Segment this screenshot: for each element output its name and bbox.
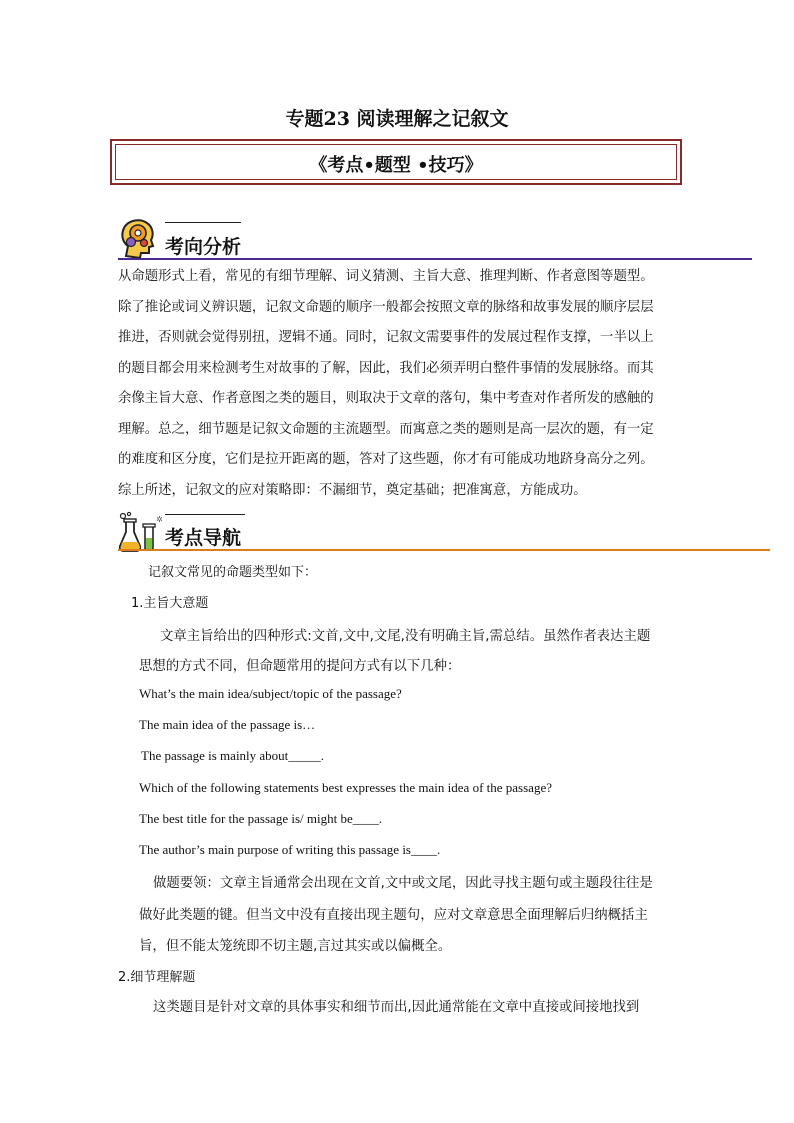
section1-top-line bbox=[165, 222, 241, 223]
section2-top-line bbox=[165, 514, 245, 515]
section2-heading: 考点导航 bbox=[165, 527, 242, 549]
subtitle: 《考点•题型 •技巧》 bbox=[309, 155, 483, 176]
item1-tips-line: 旨，但不能太笼统即不切主题,言过其实或以偏概全。 bbox=[139, 939, 452, 954]
document-title: 专题23 阅读理解之记叙文 bbox=[285, 108, 509, 130]
question-example: The main idea of the passage is… bbox=[139, 717, 316, 732]
paragraph-line: 除了推论或词义辨识题，记叙文命题的顺序一般都会按照文章的脉络和故事发展的顺序层层 bbox=[118, 299, 654, 315]
item1-desc-line: 思想的方式不同，但命题常用的提问方式有以下几种： bbox=[139, 659, 461, 674]
question-example: The best title for the passage is/ might be____. bbox=[139, 811, 382, 826]
svg-text:✲: ✲ bbox=[156, 515, 163, 524]
item1-heading: 1.主旨大意题 bbox=[131, 596, 209, 611]
paragraph-line: 综上所述，记叙文的应对策略即：不漏细节，奠定基础；把准寓意，方能成功。 bbox=[118, 482, 587, 498]
item2-desc-line: 这类题目是针对文章的具体事实和细节而出,因此通常能在文章中直接或间接地找到 bbox=[153, 1000, 640, 1015]
paragraph-line: 理解。总之，细节题是记叙文命题的主流题型。而寓意之类的题则是高一层次的题，有一定 bbox=[118, 421, 654, 437]
paragraph-line: 推进，否则就会觉得别扭，逻辑不通。同时，记叙文需要事件的发展过程作支撑，一半以上 bbox=[118, 330, 654, 345]
section1-paragraph bbox=[118, 262, 683, 506]
flask-icon bbox=[118, 512, 162, 552]
section1-rule bbox=[118, 258, 752, 260]
item1-tips-line: 做题要领：文章主旨通常会出现在文首,文中或文尾，因此寻找主题句或主题段往往是 bbox=[153, 876, 653, 891]
section1-heading: 考向分析 bbox=[165, 236, 242, 258]
section2-rule bbox=[118, 549, 770, 551]
question-example: The author’s main purpose of writing this passage is____. bbox=[139, 842, 441, 857]
paragraph-line: 的题目都会用来检测考生对故事的了解，因此，我们必须弄明白整件事情的发展脉络。而其 bbox=[118, 360, 654, 376]
paragraph-line: 从命题形式上看，常见的有细节理解、词义猜测、主旨大意、推理判断、作者意图等题型。 bbox=[118, 269, 654, 284]
item1-tips-line: 做好此类题的键。但当文中没有直接出现主题句，应对文章意思全面理解后归纳概括主 bbox=[139, 908, 648, 923]
question-example: Which of the following statements best expresses the main idea of the passage? bbox=[139, 780, 552, 795]
section2-intro: 记叙文常见的命题类型如下： bbox=[148, 565, 318, 580]
item2-heading: 2.细节理解题 bbox=[118, 970, 196, 985]
paragraph-line: 余像主旨大意、作者意图之类的题目，则取决于文章的落句，集中考查对作者所发的感触的 bbox=[118, 391, 654, 406]
item1-desc-line: 文章主旨给出的四种形式:文首,文中,文尾,没有明确主旨,需总结。虽然作者表达主题 bbox=[160, 629, 651, 644]
paragraph-line: 的难度和区分度，它们是拉开距离的题，答对了这些题，你才有可能成功地跻身高分之列。 bbox=[118, 452, 654, 467]
question-example: The passage is mainly about_____. bbox=[141, 748, 325, 763]
question-example: What’s the main idea/subject/topic of the passage? bbox=[139, 686, 402, 701]
head-gears-icon bbox=[118, 216, 158, 260]
